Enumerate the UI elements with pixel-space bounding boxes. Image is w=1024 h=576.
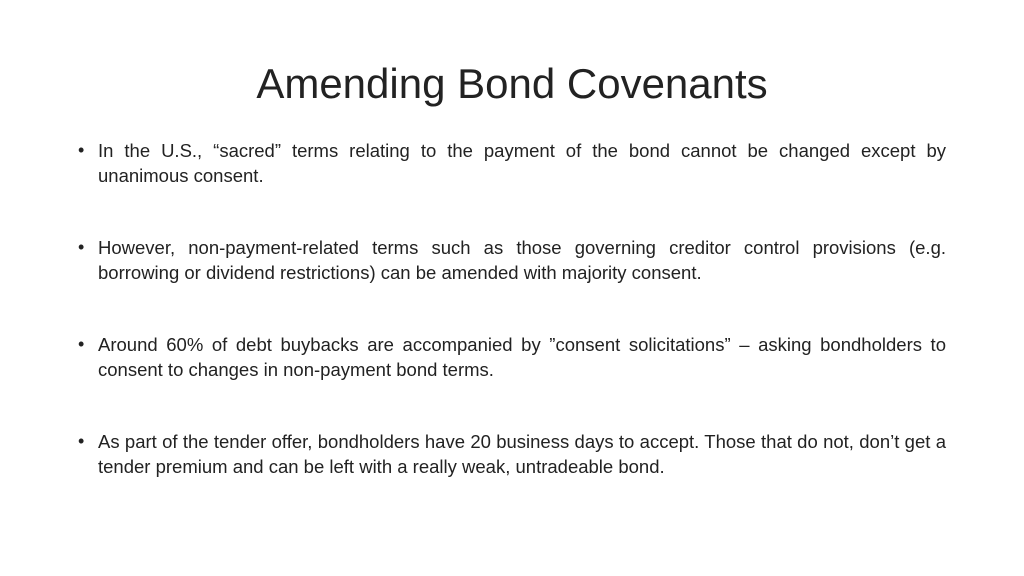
bullet-list: [78, 138, 946, 526]
bullet-item: [78, 235, 946, 285]
bullet-text: Around 60% of debt buybacks are accompanied by ”consent solicitations” – asking bondholders to consent to changes in non-payment bond terms.: [98, 334, 946, 380]
bullet-icon: •: [78, 237, 85, 257]
slide-title: Amending Bond Covenants: [256, 60, 768, 107]
bullet-icon: •: [78, 140, 85, 160]
bullet-item: [78, 332, 946, 382]
bullet-text: As part of the tender offer, bondholders have 20 business days to accept. Those that do not, don’t get a tender premium and can be left with a really weak, untradeable bond.: [98, 431, 946, 477]
bullet-item: [78, 138, 946, 188]
bullet-text: However, non-payment-related terms such as those governing creditor control provisions (e.g. borrowing or dividend restrictions) can be amended with majority consent.: [98, 237, 946, 283]
bullet-icon: •: [78, 431, 85, 451]
bullet-text: In the U.S., “sacred” terms relating to the payment of the bond cannot be changed except by unanimous consent.: [98, 140, 946, 186]
bullet-icon: •: [78, 334, 85, 354]
bullet-item: [78, 429, 946, 479]
